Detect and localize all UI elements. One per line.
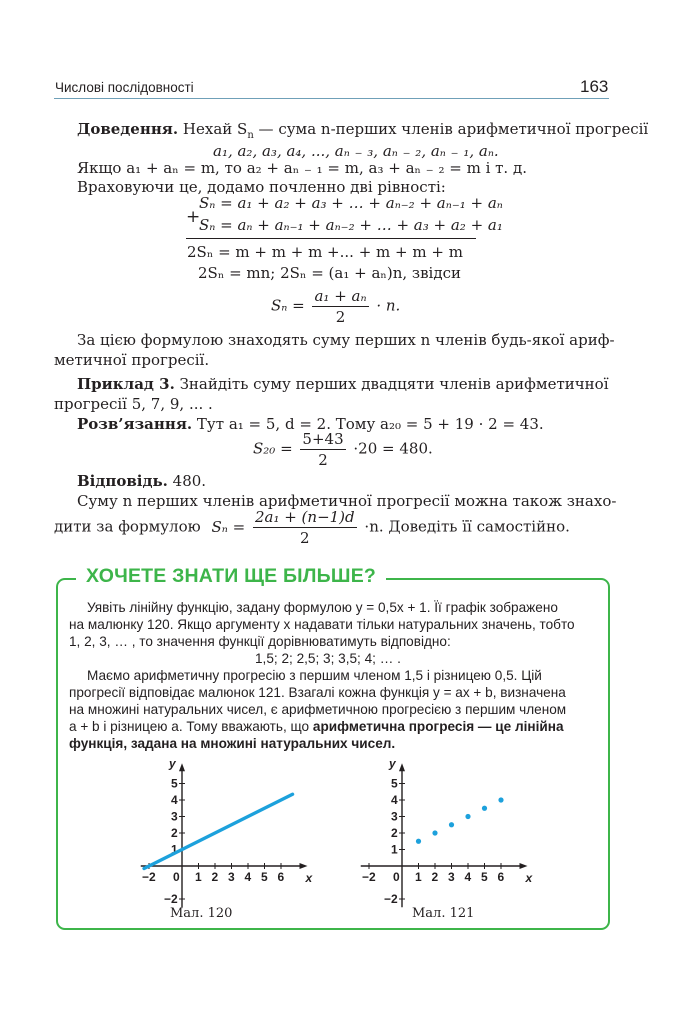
sum-formula: Sₙ = $\frac{\text{a₁ + aₙ}}{2}$ · n. xyxy=(271,287,401,326)
y-tick-label: 4 xyxy=(171,793,178,807)
equation-1: Sₙ = a₁ + a₂ + a₃ + … + aₙ₋₂ + aₙ₋₁ + aₙ xyxy=(199,194,503,212)
answer-line: Відповідь. 480. xyxy=(77,472,207,490)
x-tick-label: 4 xyxy=(244,870,252,884)
box-p1-line3: 1, 2, 3, … , то значення функції дорівнюватимуть відповідно: xyxy=(69,634,451,649)
equation-3: 2Sₙ = m + m + m +... + m + m + m xyxy=(187,243,463,261)
s20-formula: S₂₀ = $\frac{5+43}{2}$ ·20 = 480. xyxy=(253,430,433,469)
box-title: ХОЧЕТЕ ЗНАТИ ЩЕ БІЛЬШЕ? xyxy=(76,565,386,588)
equation-2: Sₙ = aₙ + aₙ₋₁ + aₙ₋₂ + … + a₃ + a₂ + a₁ xyxy=(199,216,503,234)
y-tick-label: 5 xyxy=(391,776,398,791)
y-tick-label: 1 xyxy=(171,842,178,857)
alt-formula-fraction: $\frac{\text{2a₁ + (n−1)d}}{2}$ xyxy=(254,508,355,547)
x-axis-label: x xyxy=(305,871,313,885)
equation-4: 2Sₙ = mn; 2Sₙ = (a₁ + aₙ)n, звідси xyxy=(198,264,461,282)
x-tick-label: 5 xyxy=(261,870,268,884)
y-tick-label: −2 xyxy=(384,892,398,906)
example-line-1: Приклад 3. Знайдіть суму перших двадцяти членів арифметичної xyxy=(77,375,609,393)
progression-point xyxy=(465,814,470,819)
proof-sequence: a₁, a₂, a₃, a₄, ..., aₙ ₋ ₃, aₙ ₋ ₂, aₙ ₋ ₁, aₙ. xyxy=(213,142,499,160)
y-tick-label: 1 xyxy=(391,842,398,857)
box-p1-line4: 1,5; 2; 2,5; 3; 3,5; 4; … . xyxy=(255,651,401,666)
figure-120-caption: Мал. 120 xyxy=(170,906,233,921)
x-tick-label: 1 xyxy=(415,870,422,884)
x-tick-label: 3 xyxy=(228,870,235,884)
x-tick-label: 3 xyxy=(448,870,455,884)
formula-fraction: $\frac{\text{a₁ + aₙ}}{2}$ xyxy=(314,287,367,326)
x-tick-label: 6 xyxy=(497,870,505,884)
progression-point xyxy=(449,822,454,827)
figure-120-chart xyxy=(120,752,320,912)
figure-121-chart xyxy=(345,752,545,912)
header-rule xyxy=(54,98,609,99)
y-tick-label: 3 xyxy=(391,809,398,824)
box-p2-line1: Маємо арифметичну прогресію з першим членом 1,5 і різницею 0,5. Цій xyxy=(87,668,542,683)
x-tick-label: 4 xyxy=(464,870,472,884)
y-tick-label: 3 xyxy=(171,809,178,824)
x-tick-label: 2 xyxy=(211,870,219,884)
example-line-2: прогресії 5, 7, 9, ... . xyxy=(54,395,213,413)
y-tick-label: −2 xyxy=(164,892,178,906)
y-tick-label: 2 xyxy=(171,826,178,840)
y-axis-label: y xyxy=(169,756,176,771)
box-p1-line1: Уявіть лінійну функцію, задану формулою y = 0,5x + 1. Її графік зображено xyxy=(87,600,558,615)
progression-point xyxy=(482,806,487,811)
box-p2-line4: a + b і різницею a. Тому вважають, що арифметична прогресія — це лінійна xyxy=(69,719,564,734)
solution-label: Розв’язання. xyxy=(77,415,193,433)
box-p1-line2: на малюнку 120. Якщо аргументу x надавати тільки натуральних значень, тобто xyxy=(69,617,575,632)
y-axis-arrow xyxy=(179,763,185,771)
sum-rule xyxy=(186,238,476,239)
proof-line-4: Враховуючи це, додамо почленно дві рівності: xyxy=(77,178,446,196)
answer-label: Відповідь. xyxy=(77,472,168,490)
proof-label: Доведення. xyxy=(77,120,179,138)
x-tick-label: −2 xyxy=(142,870,156,884)
box-p2-line3: на множині натуральних чисел, є арифметичною прогресією з першим членом xyxy=(69,702,567,717)
x-axis-label: x xyxy=(525,871,533,885)
paragraph-1: За цією формулою знаходять суму перших n членів будь-якої ариф- xyxy=(77,331,615,349)
progression-point xyxy=(416,839,421,844)
y-tick-label: 4 xyxy=(391,793,398,807)
y-tick-label: 2 xyxy=(391,826,398,840)
running-header: Числові послідовності xyxy=(55,80,194,95)
proof-line-3: Якщо a₁ + aₙ = m, то a₂ + aₙ ₋ ₁ = m, a₃ + aₙ ₋ ₂ = m і т. д. xyxy=(77,159,527,177)
x-tick-label: 0 xyxy=(173,870,180,884)
progression-point xyxy=(498,797,503,802)
box-p2-line5: функція, задана на множині натуральних чисел. xyxy=(69,736,396,751)
solution-line: Розв’язання. Тут a₁ = 5, d = 2. Тому a₂₀ = 5 + 19 · 2 = 43. xyxy=(77,415,544,433)
page-number: 163 xyxy=(580,77,609,96)
paragraph-2b: дити за формулою Sₙ = $\frac{\text{2a₁ + (n−1)d}}{2}$ ·n. Доведіть її самостійно. xyxy=(54,508,570,547)
plus-sign: + xyxy=(186,207,201,227)
paragraph-1b: метичної прогресії. xyxy=(54,351,210,369)
figure-121-caption: Мал. 121 xyxy=(412,906,475,921)
paragraph-2: Суму n перших членів арифметичної прогресії можна також знахо- xyxy=(77,492,617,510)
function-line xyxy=(144,794,292,868)
x-tick-label: −2 xyxy=(362,870,376,884)
example-label: Приклад 3. xyxy=(77,375,175,393)
y-axis-arrow xyxy=(399,763,405,771)
x-tick-label: 2 xyxy=(431,870,439,884)
box-p2-line2: прогресії відповідає малюнок 121. Взагалі кожна функція y = ax + b, визначена xyxy=(69,685,566,700)
y-tick-label: 5 xyxy=(171,776,178,791)
proof-line-1: Доведення. Нехай $S_n$ — сума n-перших членів арифметичної прогресії xyxy=(77,120,649,141)
x-axis-arrow xyxy=(520,863,528,869)
x-tick-label: 6 xyxy=(277,870,285,884)
y-axis-label: y xyxy=(389,756,396,771)
progression-point xyxy=(432,830,437,835)
x-tick-label: 5 xyxy=(481,870,488,884)
x-tick-label: 1 xyxy=(195,870,202,884)
x-tick-label: 0 xyxy=(393,870,400,884)
x-axis-arrow xyxy=(300,863,308,869)
